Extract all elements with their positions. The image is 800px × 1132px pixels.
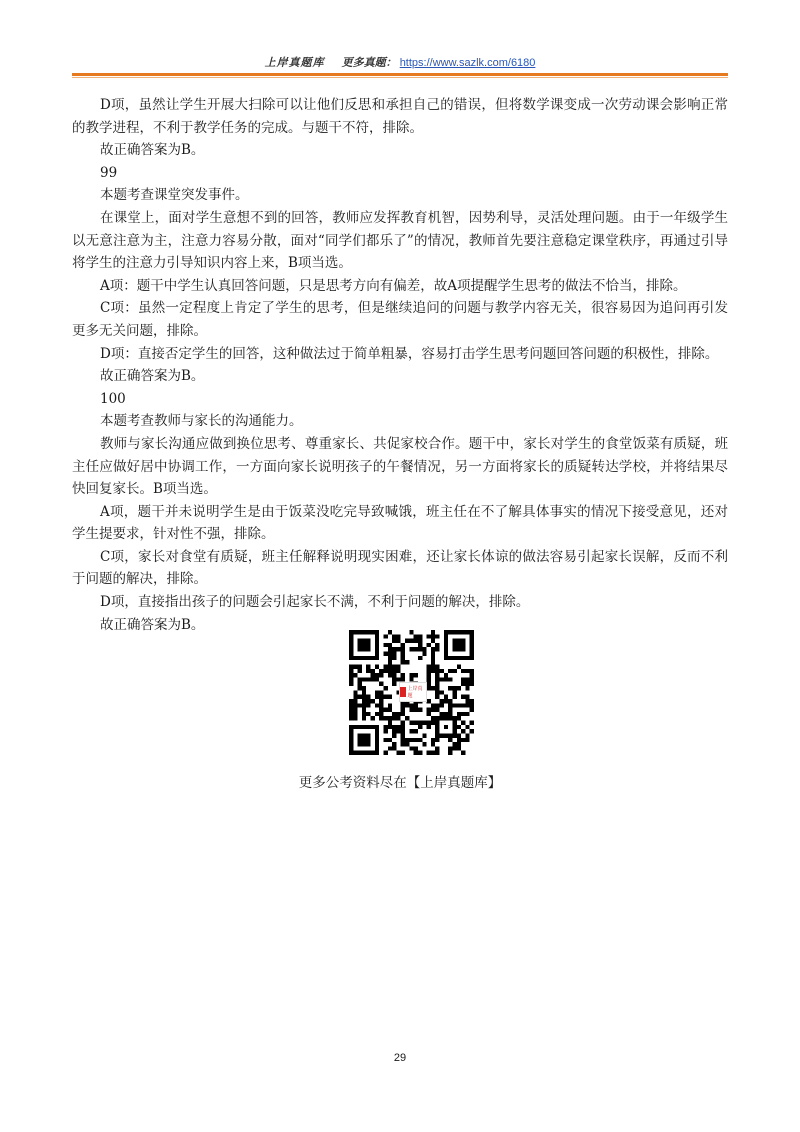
paragraph: 故正确答案为B。 [100, 616, 205, 633]
page-number: 29 [393, 1052, 407, 1064]
qr-logo [399, 682, 427, 702]
paragraph: A项：题干中学生认真回答问题，只是思考方向有偏差，故A项提醒学生思考的做法不恰当，排除。 [100, 277, 687, 294]
header-rule-thin [72, 77, 728, 78]
paragraph: 故正确答案为B。 [100, 368, 205, 385]
paragraph: A项，题干并未说明学生是由于饭菜没吃完导致喊饿，班主任在不了解具体事实的情况下接受意见，还对学生提要求，针对性不强，排除。 [72, 503, 728, 543]
question-number: 100 [100, 390, 126, 407]
paragraph: C项：虽然一定程度上肯定了学生的思考，但是继续追问的问题与教学内容无关，很容易因为追问再引发更多无关问题，排除。 [72, 300, 728, 339]
header-brand: 上岸真题库 [264, 57, 325, 69]
question-number: 99 [100, 164, 118, 181]
header-link[interactable]: https://www.sazlk.com/6180 [399, 57, 536, 69]
paragraph: 故正确答案为B。 [100, 142, 205, 159]
page-header [72, 54, 728, 74]
paragraph: D项，虽然让学生开展大扫除可以让他们反思和承担自己的错误，但将数学课变成一次劳动课会影响正常的教学进程，不利于教学任务的完成。与题干不符，排除。 [72, 97, 728, 136]
paragraph: D项，直接指出孩子的问题会引起家长不满，不利于问题的解决，排除。 [100, 594, 530, 611]
header-rule [72, 73, 728, 76]
paragraph: 教师与家长沟通应做到换位思考、尊重家长、共促家校合作。题干中，家长对学生的食堂饭菜有质疑，班主任应做好居中协调工作，一方面向家长说明孩子的午餐情况，另一方面将家长的质疑转达学校，并将结果尽快回复家长。B项当选。 [72, 435, 728, 498]
document-body [72, 94, 728, 636]
paragraph: C项，家长对食堂有质疑，班主任解释说明现实困难，还让家长体谅的做法容易引起家长误解，反而不利于问题的解决，排除。 [72, 548, 728, 588]
paragraph: 在课堂上，面对学生意想不到的回答，教师应发挥教育机智，因势利导，灵活处理问题。由于一年级学生以无意注意为主，注意力容易分散，面对“同学们都乐了”的情况，教师首先要注意稳定课堂秩序，再通过引导将学生的注意力引导知识内容上来，B项当选。 [72, 209, 728, 272]
paragraph: 本题考查教师与家长的沟通能力。 [100, 413, 303, 430]
qr-code[interactable] [349, 630, 474, 755]
logo-mark-icon [400, 687, 406, 697]
paragraph: 本题考查课堂突发事件。 [100, 187, 249, 204]
qr-caption: 更多公考资料尽在【上岸真题库】 [298, 775, 502, 791]
header-label: 更多真题： [341, 57, 397, 69]
paragraph: D项：直接否定学生的回答，这种做法过于简单粗暴，容易打击学生思考问题回答问题的积极性，排除。 [100, 345, 719, 362]
qr-logo-text: 上岸真题 [407, 686, 423, 699]
